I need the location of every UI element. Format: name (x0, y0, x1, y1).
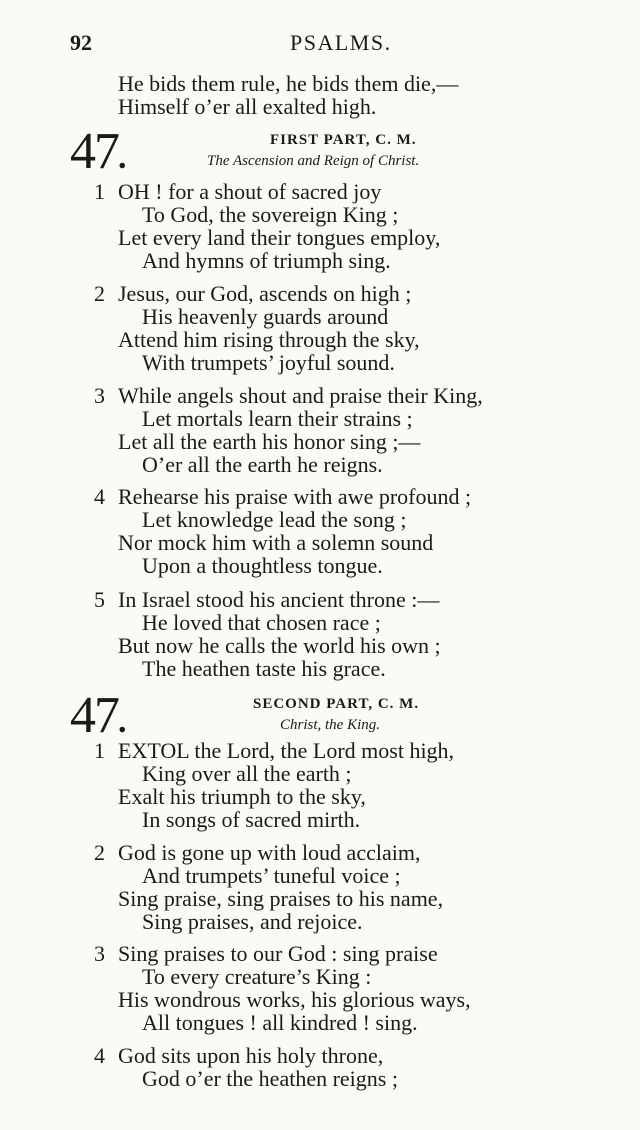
verse-line: Attend him rising through the sky, (118, 327, 420, 352)
intro-line: He bids them rule, he bids them die,— (118, 71, 459, 96)
verse-number: 1 (94, 738, 105, 763)
verse-line: Let mortals learn their strains ; (142, 406, 413, 431)
verse-line: God o’er the heathen reigns ; (142, 1066, 398, 1091)
verse-line: Jesus, our God, ascends on high ; (118, 281, 412, 306)
hymn-subject: The Ascension and Reign of Christ. (207, 153, 420, 169)
verse-number: 4 (94, 1043, 105, 1068)
intro-line: Himself o’er all exalted high. (118, 94, 377, 119)
verse-line: In Israel stood his ancient throne :— (118, 587, 440, 612)
verse-number: 4 (94, 484, 105, 509)
verse-line: While angels shout and praise their King, (118, 383, 483, 408)
verse-line: And trumpets’ tuneful voice ; (142, 863, 401, 888)
hymn-subject: Christ, the King. (280, 717, 381, 733)
verse-number: 3 (94, 941, 105, 966)
verse-line: Sing praise, sing praises to his name, (118, 886, 444, 911)
verse-line: His heavenly guards around (142, 304, 389, 329)
verse-line: Let knowledge lead the song ; (142, 507, 407, 532)
verse-line: Nor mock him with a solemn sound (118, 530, 434, 555)
verse-line: In songs of sacred mirth. (142, 807, 361, 832)
verse-line: EXTOL the Lord, the Lord most high, (118, 738, 455, 763)
verse-line: OH ! for a shout of sacred joy (118, 179, 382, 204)
verse-line: But now he calls the world his own ; (118, 633, 441, 658)
verse-line: God sits upon his holy throne, (118, 1043, 384, 1068)
page-number: 92 (70, 30, 92, 55)
verse-line: And hymns of triumph sing. (142, 248, 391, 273)
verse-line: Upon a thoughtless tongue. (142, 553, 383, 578)
verse-number: 1 (94, 179, 105, 204)
running-title: PSALMS. (290, 30, 392, 55)
verse-number: 3 (94, 383, 105, 408)
verse-line: The heathen taste his grace. (142, 656, 386, 681)
verse-line: King over all the earth ; (142, 761, 352, 786)
verse-line: Let all the earth his honor sing ;— (118, 429, 421, 454)
verse-line: To every creature’s King : (142, 964, 372, 989)
part-title: SECOND PART, C. M. (253, 696, 420, 712)
verse-line: He loved that chosen race ; (142, 610, 381, 635)
verse-line: Sing praises, and rejoice. (142, 909, 363, 934)
verse-number: 2 (94, 840, 105, 865)
verse-line: Exalt his triumph to the sky, (118, 784, 366, 809)
hymn-number: 47. (70, 687, 127, 744)
verse-line: His wondrous works, his glorious ways, (118, 987, 471, 1012)
page-header (0, 30, 640, 60)
verse-line: Let every land their tongues employ, (118, 225, 441, 250)
verse-number: 5 (94, 587, 105, 612)
verse-line: God is gone up with loud acclaim, (118, 840, 421, 865)
verse-number: 2 (94, 281, 105, 306)
verse-line: With trumpets’ joyful sound. (142, 350, 395, 375)
verse-line: All tongues ! all kindred ! sing. (142, 1010, 418, 1035)
verse-line: O’er all the earth he reigns. (142, 452, 383, 477)
hymn-number: 47. (70, 123, 127, 180)
verse-line: Rehearse his praise with awe profound ; (118, 484, 472, 509)
verse-line: To God, the sovereign King ; (142, 202, 399, 227)
part-title: FIRST PART, C. M. (270, 132, 417, 148)
verse-line: Sing praises to our God : sing praise (118, 941, 438, 966)
